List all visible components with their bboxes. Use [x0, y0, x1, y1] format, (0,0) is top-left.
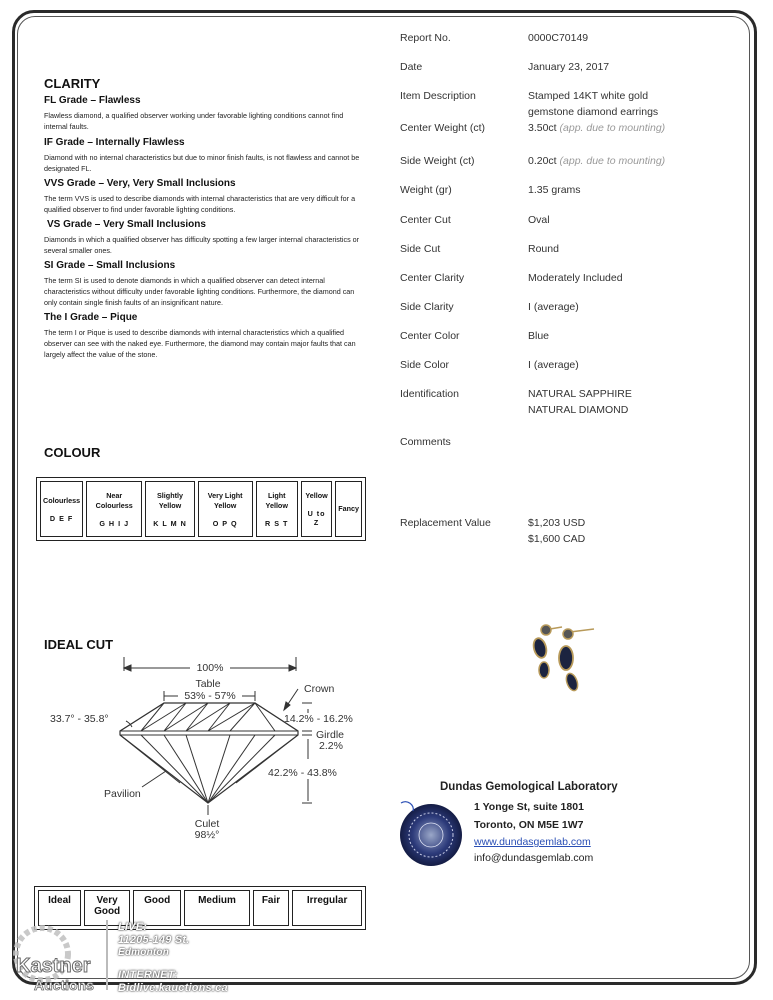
diamond-cut-diagram	[40, 655, 370, 845]
center-color-label: Center Color	[400, 330, 460, 342]
side-weight-note: (app. due to mounting)	[559, 155, 666, 167]
diagram-width-pct: 100%	[196, 662, 224, 674]
colour-title: COLOUR	[44, 445, 101, 460]
lab-email: info@dundasgemlab.com	[474, 852, 594, 864]
lab-address-line2: Toronto, ON M5E 1W7	[474, 819, 584, 831]
svg-text:Kastner: Kastner	[16, 955, 91, 977]
replacement-value-usd: $1,203 USD	[528, 517, 586, 529]
svg-text:Auctions: Auctions	[34, 977, 94, 993]
grade-si-heading: SI Grade – Small Inclusions	[44, 260, 176, 271]
cut-grade-irregular: Irregular	[292, 890, 362, 926]
replacement-value-label: Replacement Value	[400, 517, 491, 529]
colour-cell-colourless: Colourless D E F	[40, 481, 83, 537]
cut-grade-fair: Fair	[253, 890, 289, 926]
side-weight-label: Side Weight (ct)	[400, 155, 475, 167]
side-clarity-value: I (average)	[528, 301, 579, 313]
colour-cell-yellow: Yellow U to Z	[301, 481, 332, 537]
cut-grade-very-good: Very Good	[84, 890, 130, 926]
item-description-value: Stamped 14KT white gold	[528, 90, 649, 102]
side-color-value: I (average)	[528, 359, 579, 371]
report-no-value: 0000C70149	[528, 32, 589, 44]
grade-fl-text: Flawless diamond, a qualified observer working under favorable lighting conditions cannot find internal faults.	[44, 111, 344, 131]
lab-name: Dundas Gemological Laboratory	[440, 781, 618, 793]
center-color-value: Blue	[528, 330, 550, 342]
item-description-label: Item Description	[400, 90, 476, 102]
side-clarity-label: Side Clarity	[400, 301, 454, 313]
watermark-divider	[106, 920, 108, 990]
diagram-culet-label: Culet	[194, 818, 220, 830]
earrings-photo	[522, 618, 602, 694]
side-cut-value: Round	[528, 243, 559, 255]
grade-si-text: The term SI is used to denote diamonds in which a qualified observer can detect internal characteristics without difficulty under favorable lighting conditions. Furthermore, the diamond can only contain single finish faults of an insignificant nature.	[44, 276, 355, 307]
grade-i-heading: The I Grade – Pique	[44, 312, 138, 323]
diagram-table-label: Table	[195, 678, 221, 690]
lab-seal-hologram	[393, 797, 467, 869]
center-weight-label: Center Weight (ct)	[400, 122, 485, 134]
watermark-live-city: Edmonton	[118, 947, 170, 958]
watermark-live-label: LIVE:	[118, 921, 148, 933]
center-weight-value: 3.50ct (app. due to mounting)	[528, 122, 666, 134]
diagram-girdle-label: Girdle	[316, 729, 345, 741]
colour-cell-near-colourless: Near Colourless G H I J	[86, 481, 142, 537]
watermark-internet-url: Bidlive.kauctions.ca	[118, 982, 228, 994]
weight-gr-label: Weight (gr)	[400, 184, 452, 196]
cut-grade-ideal: Ideal	[38, 890, 81, 926]
colour-scale	[36, 477, 366, 541]
side-weight-value: 0.20ct (app. due to mounting)	[528, 155, 666, 167]
diagram-culet-value: 98½°	[194, 829, 220, 841]
watermark-live-address: 11205-149 St.	[118, 934, 190, 946]
center-weight-note: (app. due to mounting)	[559, 122, 666, 134]
colour-cell-slightly-yellow: Slightly Yellow K L M N	[145, 481, 194, 537]
side-color-label: Side Color	[400, 359, 450, 371]
diagram-pavilion-depth: 42.2% - 43.8%	[268, 767, 337, 779]
grade-i-text: The term I or Pique is used to describe diamonds with internal characteristics which a qualified observer can see with the naked eye. Furthermore, the diamond may contain major faults that can largely affect the value of the stone.	[44, 328, 356, 359]
identification-label: Identification	[400, 388, 459, 400]
weight-gr-value: 1.35 grams	[528, 184, 581, 196]
date-value: January 23, 2017	[528, 61, 610, 73]
lab-address-line1: 1 Yonge St, suite 1801	[474, 801, 584, 813]
date-label: Date	[400, 61, 423, 73]
center-clarity-value: Moderately Included	[528, 272, 623, 284]
ideal-cut-title: IDEAL CUT	[44, 637, 114, 652]
side-cut-label: Side Cut	[400, 243, 441, 255]
center-cut-label: Center Cut	[400, 214, 451, 226]
grade-if-text: Diamond with no internal characteristics but due to minor finish faults, is not flawless and cannot be designated FL.	[44, 153, 360, 173]
grade-vs-heading: VS Grade – Very Small Inclusions	[47, 219, 206, 230]
grade-vvs-heading: VVS Grade – Very, Very Small Inclusions	[44, 178, 236, 189]
colour-cell-very-light-yellow: Very Light Yellow O P Q	[198, 481, 253, 537]
diagram-crown-height: 14.2% - 16.2%	[284, 713, 353, 725]
grade-vvs-text: The term VVS is used to describe diamonds with internal characteristics that are very difficult for a qualified observer to find under favorable lighting conditions.	[44, 194, 356, 214]
identification-value-line2: NATURAL DIAMOND	[528, 404, 629, 416]
grade-vs-text: Diamonds in which a qualified observer has difficulty spotting a few larger internal characteristics or several smaller ones.	[44, 235, 360, 255]
diagram-table-range: 53% - 57%	[184, 690, 236, 702]
diagram-pavilion-label: Pavilion	[104, 788, 141, 800]
watermark-internet-label: INTERNET:	[118, 969, 178, 981]
cut-grade-good: Good	[133, 890, 181, 926]
clarity-title: CLARITY	[44, 76, 101, 91]
diagram-girdle-value: 2.2%	[319, 740, 343, 752]
diagram-crown-angle: 33.7° - 35.8°	[50, 713, 109, 725]
center-clarity-label: Center Clarity	[400, 272, 465, 284]
report-no-label: Report No.	[400, 32, 451, 44]
item-description-value-line2: gemstone diamond earrings	[528, 106, 659, 118]
grade-if-heading: IF Grade – Internally Flawless	[44, 137, 185, 148]
identification-value: NATURAL SAPPHIRE	[528, 388, 632, 400]
kastner-auctions-logo	[6, 922, 114, 996]
grade-fl-heading: FL Grade – Flawless	[44, 95, 141, 106]
diagram-crown-label: Crown	[304, 683, 335, 695]
lab-website-link[interactable]: www.dundasgemlab.com	[474, 836, 591, 848]
colour-cell-fancy: Fancy	[335, 481, 362, 537]
colour-cell-light-yellow: Light Yellow R S T	[256, 481, 298, 537]
cut-grade-medium: Medium	[184, 890, 250, 926]
replacement-value-cad: $1,600 CAD	[528, 533, 586, 545]
center-cut-value: Oval	[528, 214, 550, 226]
comments-label: Comments	[400, 436, 451, 448]
